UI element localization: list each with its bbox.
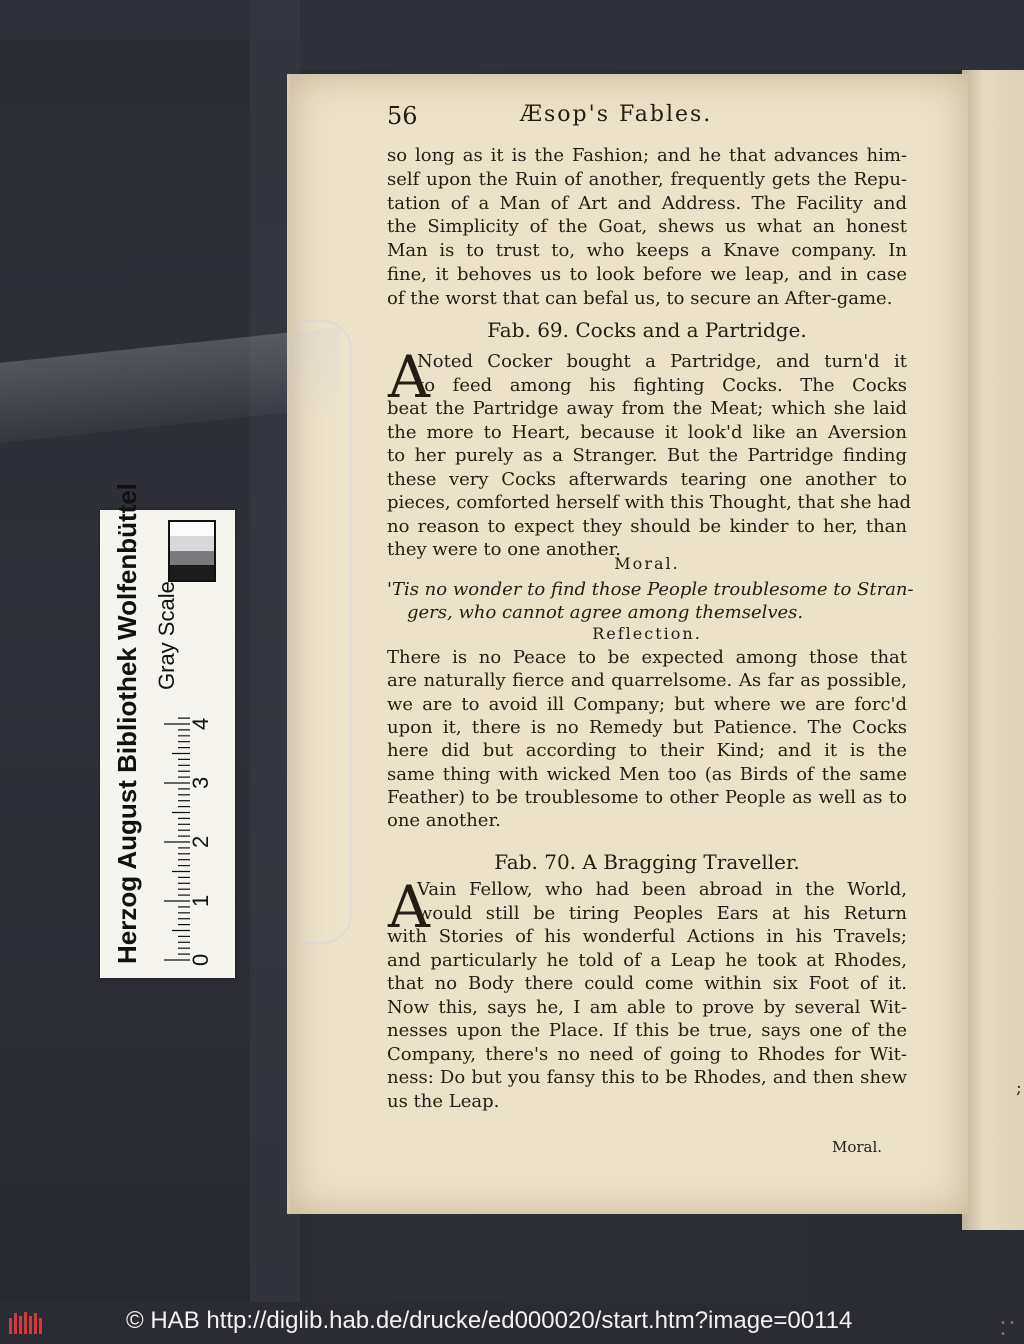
swatch-white	[170, 522, 214, 537]
text-line: tation of a Man of Art and Address. The Facility and	[387, 192, 907, 214]
text-line: fine, it behoves us to look before we leap, and in case	[387, 264, 907, 285]
ruler-number: 3	[188, 776, 213, 789]
ruler-number: 4	[188, 717, 213, 730]
fable-70-title: Fab. 70. A Bragging Traveller.	[494, 850, 800, 874]
text-line: the more to Heart, because it look'd like an Aversion	[387, 421, 907, 443]
gray-swatch	[168, 520, 216, 582]
ruler-number: 0	[188, 953, 213, 966]
text-line: to feed among his fighting Cocks. The Cocks	[417, 374, 907, 396]
text-line: Company, there's no need of going to Rhodes for Wit-	[387, 1043, 907, 1065]
running-title: Æsop's Fables.	[520, 102, 713, 127]
scale-library-name: Herzog August Bibliothek Wolfenbüttel	[112, 483, 142, 964]
text-line: no reason to expect they should be kinder to her, than	[387, 515, 907, 537]
text-line: these very Cocks afterwards tearing one another to	[387, 468, 907, 490]
text-line: Now this, says he, I am able to prove by several Wit-	[387, 996, 907, 1018]
text-line: one another.	[387, 810, 501, 832]
text-line: same thing with wicked Men too (as Birds of the same	[387, 763, 907, 785]
text-line: us the Leap.	[387, 1090, 500, 1112]
hab-logo-icon	[8, 1310, 46, 1336]
text-line: would still be tiring Peoples Ears at his Return	[417, 902, 907, 924]
text-line: so long as it is the Fashion; and he that advances him-	[387, 145, 907, 166]
text-line: nesses upon the Place. If this be true, says one of the	[387, 1020, 907, 1041]
text-line: beat the Partridge away from the Meat; which she laid	[387, 398, 907, 419]
scale-label: Gray Scale	[154, 581, 179, 690]
swatch-gray	[170, 551, 214, 566]
text-line: Man is to trust to, who keeps a Knave company. In	[387, 240, 907, 262]
footer-dots: • • •	[1000, 1318, 1015, 1340]
text-line: that no Body there could come within six Foot of it.	[387, 973, 907, 994]
ruler-number: 1	[188, 894, 213, 907]
catchword: Moral.	[832, 1138, 883, 1156]
text-line: There is no Peace to be expected among those that	[387, 647, 907, 668]
text-line: with Stories of his wonderful Actions in his Travels;	[387, 926, 907, 947]
ruler-ticks	[160, 714, 190, 964]
gray-scale-card	[100, 483, 235, 978]
text-line: we are to avoid ill Company; but where we are forc'd	[387, 693, 907, 715]
footer-copyright-link[interactable]: © HAB http://diglib.hab.de/drucke/ed000020/start.htm?image=00114	[126, 1307, 853, 1334]
swatch-light	[170, 537, 214, 552]
text-line: Feather) to be troublesome to other People as well as to	[387, 786, 907, 808]
fable-69-moral-heading: Moral.	[614, 554, 680, 573]
fable-69-reflection-heading: Reflection.	[592, 624, 702, 643]
text-line: 'Tis no wonder to find those People troublesome to Stran-	[387, 579, 914, 600]
text-line: here did but according to their Kind; and it is the	[387, 740, 907, 762]
page-number: 56	[387, 102, 418, 130]
ruler-number: 2	[188, 835, 213, 848]
text-line: Noted Cocker bought a Partridge, and turn'd it	[417, 351, 907, 372]
fable-69-title: Fab. 69. Cocks and a Partridge.	[487, 318, 807, 342]
fable-70-drop-cap: A	[388, 873, 430, 941]
facing-page-glyph: ;	[1016, 1078, 1022, 1098]
text-line: the Simplicity of the Goat, shews us what an honest	[387, 216, 907, 238]
text-line: gers, who cannot agree among themselves.	[407, 602, 804, 623]
swatch-black	[170, 566, 214, 581]
fable-69-drop-cap: A	[388, 343, 430, 411]
text-line: self upon the Ruin of another, frequently gets the Repu-	[387, 168, 907, 190]
text-line: they were to one another.	[387, 539, 621, 560]
text-line: upon it, there is no Remedy but Patience. The Cocks	[387, 716, 907, 738]
text-line: of the worst that can befal us, to secure an After-game.	[387, 287, 893, 309]
text-line: to her purely as a Stranger. But the Partridge finding	[387, 445, 907, 466]
text-line: are naturally fierce and quarrelsome. As far as possible,	[387, 670, 907, 692]
text-line: ness: Do but you fansy this to be Rhodes, and then shew	[387, 1067, 907, 1088]
text-line: pieces, comforted herself with this Thought, that she had	[387, 492, 912, 513]
plastic-holder	[300, 320, 352, 944]
facing-page-edge	[962, 70, 1024, 1230]
text-line: Vain Fellow, who had been abroad in the World,	[417, 879, 907, 900]
text-line: and particularly he told of a Leap he took at Rhodes,	[387, 949, 907, 971]
